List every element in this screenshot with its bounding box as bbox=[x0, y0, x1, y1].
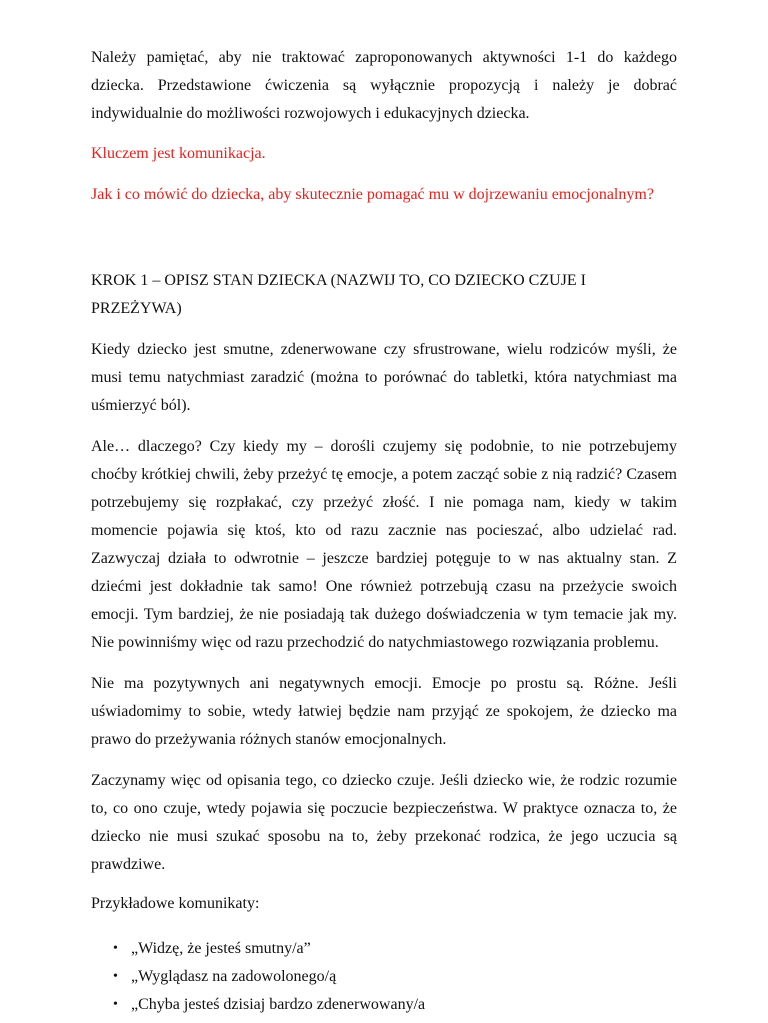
bullet-icon: • bbox=[113, 997, 118, 1012]
list-item bbox=[91, 963, 677, 991]
key-statement: Kluczem jest komunikacja. bbox=[91, 145, 266, 162]
examples-label: Przykładowe komunikaty: bbox=[91, 895, 260, 912]
list-item bbox=[91, 935, 677, 963]
intro-paragraph: Należy pamiętać, aby nie traktować zaproponowanych aktywności 1-1 do każdego dziecka. Przedstawione ćwiczenia są wyłącznie propozycją i należy je dobrać indywidualnie do możliwości rozwojowych i edukacyjnych dziecka. bbox=[91, 49, 677, 122]
example-text: „Chyba jesteś dzisiaj bardzo zdenerwowany/a bbox=[131, 996, 426, 1013]
body-paragraph: Kiedy dziecko jest smutne, zdenerwowane czy sfrustrowane, wielu rodziców myśli, że musi temu natychmiast zaradzić (można to porównać do tabletki, która natychmiast ma uśmierzyć ból). bbox=[91, 341, 677, 414]
example-text: „Wyglądasz na zadowolonego/ą bbox=[131, 968, 337, 985]
example-text: „Widzę, że jesteś smutny/a” bbox=[131, 940, 311, 957]
bullet-icon: • bbox=[113, 969, 118, 984]
step-heading: KROK 1 – OPISZ STAN DZIECKA (NAZWIJ TO, CO DZIECKO CZUJE I PRZEŻYWA) bbox=[91, 272, 586, 317]
document-page bbox=[91, 44, 677, 1019]
body-paragraph: Zaczynamy więc od opisania tego, co dziecko czuje. Jeśli dziecko wie, że rodzic rozumie to, co ono czuje, wtedy pojawia się poczucie bezpieczeństwa. W praktyce oznacza to, że dziecko nie musi szukać sposobu na to, żeby przekonać rodzica, że jego uczucia są prawdziwe. bbox=[91, 772, 677, 873]
examples-list bbox=[91, 935, 677, 1019]
bullet-icon: • bbox=[113, 941, 118, 956]
body-paragraph: Ale… dlaczego? Czy kiedy my – dorośli czujemy się podobnie, to nie potrzebujemy choćby krótkiej chwili, żeby przeżyć tę emocje, a potem zacząć sobie z nią radzić? Czasem potrzebujemy się rozpłakać, czy przeżyć złość. I nie pomaga nam, kiedy w takim momencie pojawia się ktoś, kto od razu zacznie nas pocieszać, albo udzielać rad. Zazwyczaj działa to odwrotnie – jeszcze bardziej potęguje to w nas aktualny stan. Z dziećmi jest dokładnie tak samo! One również potrzebują czasu na przeżycie swoich emocji. Tym bardziej, że nie posiadają tak dużego doświadczenia w tym temacie jak my. Nie powinniśmy więc od razu przechodzić do natychmiastowego rozwiązania problemu. bbox=[91, 438, 677, 651]
body-paragraph: Nie ma pozytywnych ani negatywnych emocji. Emocje po prostu są. Różne. Jeśli uświadomimy to sobie, wtedy łatwiej będzie nam przyjąć ze spokojem, że dziecko ma prawo do przeżywania różnych stanów emocjonalnych. bbox=[91, 675, 677, 748]
key-question: Jak i co mówić do dziecka, aby skutecznie pomagać mu w dojrzewaniu emocjonalnym? bbox=[91, 186, 654, 203]
list-item bbox=[91, 991, 677, 1019]
